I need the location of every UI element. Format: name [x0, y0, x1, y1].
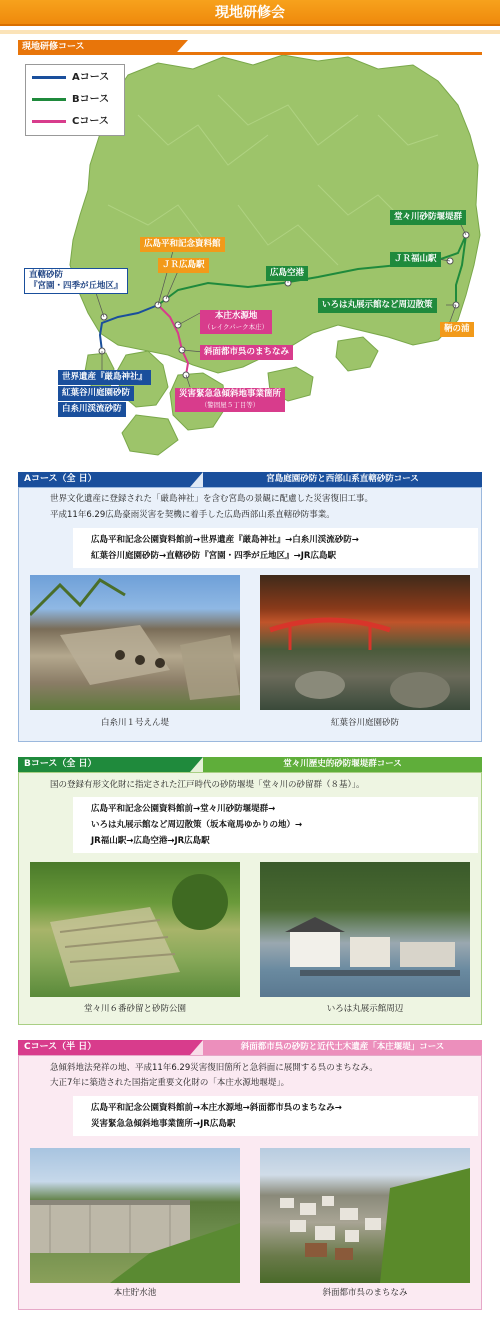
- course-b-route-3: JR福山駅→広島空港→JR広島駅: [91, 836, 210, 846]
- course-b-desc-1: 国の登録有形文化財に指定された江戸時代の砂防堰堤「堂々川の砂留群（８基）」。: [50, 780, 365, 790]
- photo-shiraito-dam-art: [30, 575, 240, 710]
- label-honjo-line1: 本庄水源地: [214, 311, 258, 321]
- course-a-header: [18, 472, 482, 487]
- legend-line-a: [32, 76, 66, 79]
- legend-course-c: [32, 115, 109, 129]
- course-b-caption-1: 堂々川６番砂留と砂防公園: [83, 1004, 186, 1014]
- course-a-title: 宮島庭園砂防と西部山系直轄砂防コース: [266, 474, 419, 484]
- photo-kure-town: [260, 1148, 470, 1283]
- label-hiroshima-airport: 広島空港: [266, 266, 308, 281]
- island-innoshima: [336, 337, 378, 371]
- course-a-route-1: 広島平和記念公園資料館前→世界遺産『厳島神社』→白糸川渓流砂防→: [91, 535, 359, 545]
- course-c-title: 斜面都市呉の砂防と近代土木遺産「本庄堰堤」コース: [240, 1042, 445, 1052]
- map-legend: [25, 64, 125, 136]
- course-c-caption-1: 本庄貯水池: [113, 1288, 157, 1298]
- label-honjo-suigenchi: [200, 310, 272, 334]
- course-a-title-bar: [203, 472, 482, 487]
- course-b-route-1: 広島平和記念公園資料館前→堂々川砂防堰堤群→: [91, 804, 276, 814]
- label-itsukushima: 世界遺産『厳島神社』: [58, 370, 151, 385]
- page-title: 現地研修会: [215, 5, 285, 21]
- label-honjo-line2: （レイクパーク本庄）: [204, 323, 269, 331]
- legend-label-a: Aコース: [72, 72, 110, 83]
- label-kure-machinami: 斜面都市呉のまちなみ: [200, 345, 293, 360]
- course-c-section: [18, 1040, 482, 1310]
- label-saigai-line2: （警固屋５丁目等）: [200, 401, 260, 409]
- photo-shiraito-dam: [30, 575, 240, 710]
- course-a-caption-1: 白糸川１号えん堤: [100, 718, 169, 728]
- legend-label-c: Cコース: [72, 116, 109, 127]
- photo-momijidani-art: [260, 575, 470, 710]
- course-b-route-box: [73, 797, 478, 853]
- course-b-section: [18, 757, 482, 1025]
- course-c-desc-2: 大正7年に築造された国指定重要文化財の「本庄水源地堰堤」。: [50, 1078, 290, 1088]
- label-peace-museum: 広島平和記念資料館: [140, 237, 225, 252]
- photo-honjo-reservoir: [30, 1148, 240, 1283]
- course-c-route-2: 災害緊急急傾斜地事業箇所→JR広島駅: [91, 1119, 236, 1129]
- course-c-header: [18, 1040, 482, 1055]
- course-a-section: [18, 472, 482, 742]
- course-a-desc-1: 世界文化遺産に登録された「厳島神社」を含む宮島の景観に配慮した災害復旧工事。: [50, 494, 374, 504]
- course-a-route-2: 紅葉谷川庭園砂防→直轄砂防『宮園・四季が丘地区』→JR広島駅: [91, 551, 336, 561]
- course-c-title-bar: [203, 1040, 482, 1055]
- course-b-route-2: いろは丸展示館など周辺散策（坂本竜馬ゆかりの地）→: [91, 820, 303, 830]
- course-a-desc-2: 平成11年6.29広島豪雨災害を契機に着手した広島西部山系直轄砂防事業。: [50, 510, 335, 520]
- photo-sasagawa-park-art: [30, 862, 240, 997]
- photo-momijidani: [260, 575, 470, 710]
- legend-line-c: [32, 120, 66, 123]
- course-b-title-bar: [203, 757, 482, 772]
- photo-iroha-maru: [260, 862, 470, 997]
- legend-course-b: [32, 93, 109, 107]
- course-b-caption-2: いろは丸展示館周辺: [326, 1004, 404, 1014]
- label-saigai-kinkyu: [175, 388, 285, 412]
- course-a-caption-2: 紅葉谷川庭園砂防: [330, 718, 399, 728]
- legend-course-a: [32, 71, 109, 85]
- course-c-tab-label: Cコース（半 日）: [24, 1042, 97, 1052]
- label-iroha-maru: いろは丸展示館など周辺散策: [318, 298, 437, 313]
- label-tomonoura: 鞆の浦: [440, 322, 474, 337]
- header-divider: [0, 30, 500, 34]
- label-saigai-line1: 災害緊急急傾斜地事業箇所: [179, 389, 282, 399]
- label-shiraito: 白糸川渓流砂防: [58, 402, 126, 417]
- legend-line-b: [32, 98, 66, 101]
- label-chokkatsu-sabo: [24, 268, 128, 294]
- photo-honjo-reservoir-art: [30, 1148, 240, 1283]
- label-jr-hiroshima: ＪＲ広島駅: [158, 258, 209, 273]
- course-a-tab-label: Aコース（全 日）: [24, 474, 97, 484]
- photo-kure-town-art: [260, 1148, 470, 1283]
- photo-sasagawa-park: [30, 862, 240, 997]
- course-c-caption-2: 斜面都市呉のまちなみ: [322, 1288, 408, 1298]
- course-b-header: [18, 757, 482, 772]
- course-c-desc-1: 急傾斜地法発祥の地、平成11年6.29災害復旧箇所と急斜面に展開する呉のまちなみ。: [50, 1063, 378, 1073]
- label-momijidani: 紅葉谷川庭園砂防: [58, 386, 134, 401]
- island-south: [122, 415, 178, 455]
- photo-iroha-maru-art: [260, 862, 470, 997]
- label-chokkatsu-line1: 直轄砂防: [29, 270, 64, 280]
- map-tab-label: 現地研修コース: [22, 42, 85, 52]
- course-c-route-1: 広島平和記念公園資料館前→本庄水源地→斜面都市呉のまちなみ→: [91, 1103, 342, 1113]
- course-b-title: 堂々川歴史的砂防堰堤群コース: [283, 759, 402, 769]
- label-chokkatsu-line2: 『宮園・四季が丘地区』: [29, 281, 123, 291]
- course-a-route-box: [73, 528, 478, 568]
- label-jr-fukuyama: ＪＲ福山駅: [390, 252, 441, 267]
- course-b-tab-label: Bコース（全 日）: [24, 759, 97, 769]
- label-sasagawa-sabo: 堂々川砂防堰堤群: [390, 210, 466, 225]
- legend-label-b: Bコース: [72, 94, 110, 105]
- course-c-route-box: [73, 1096, 478, 1136]
